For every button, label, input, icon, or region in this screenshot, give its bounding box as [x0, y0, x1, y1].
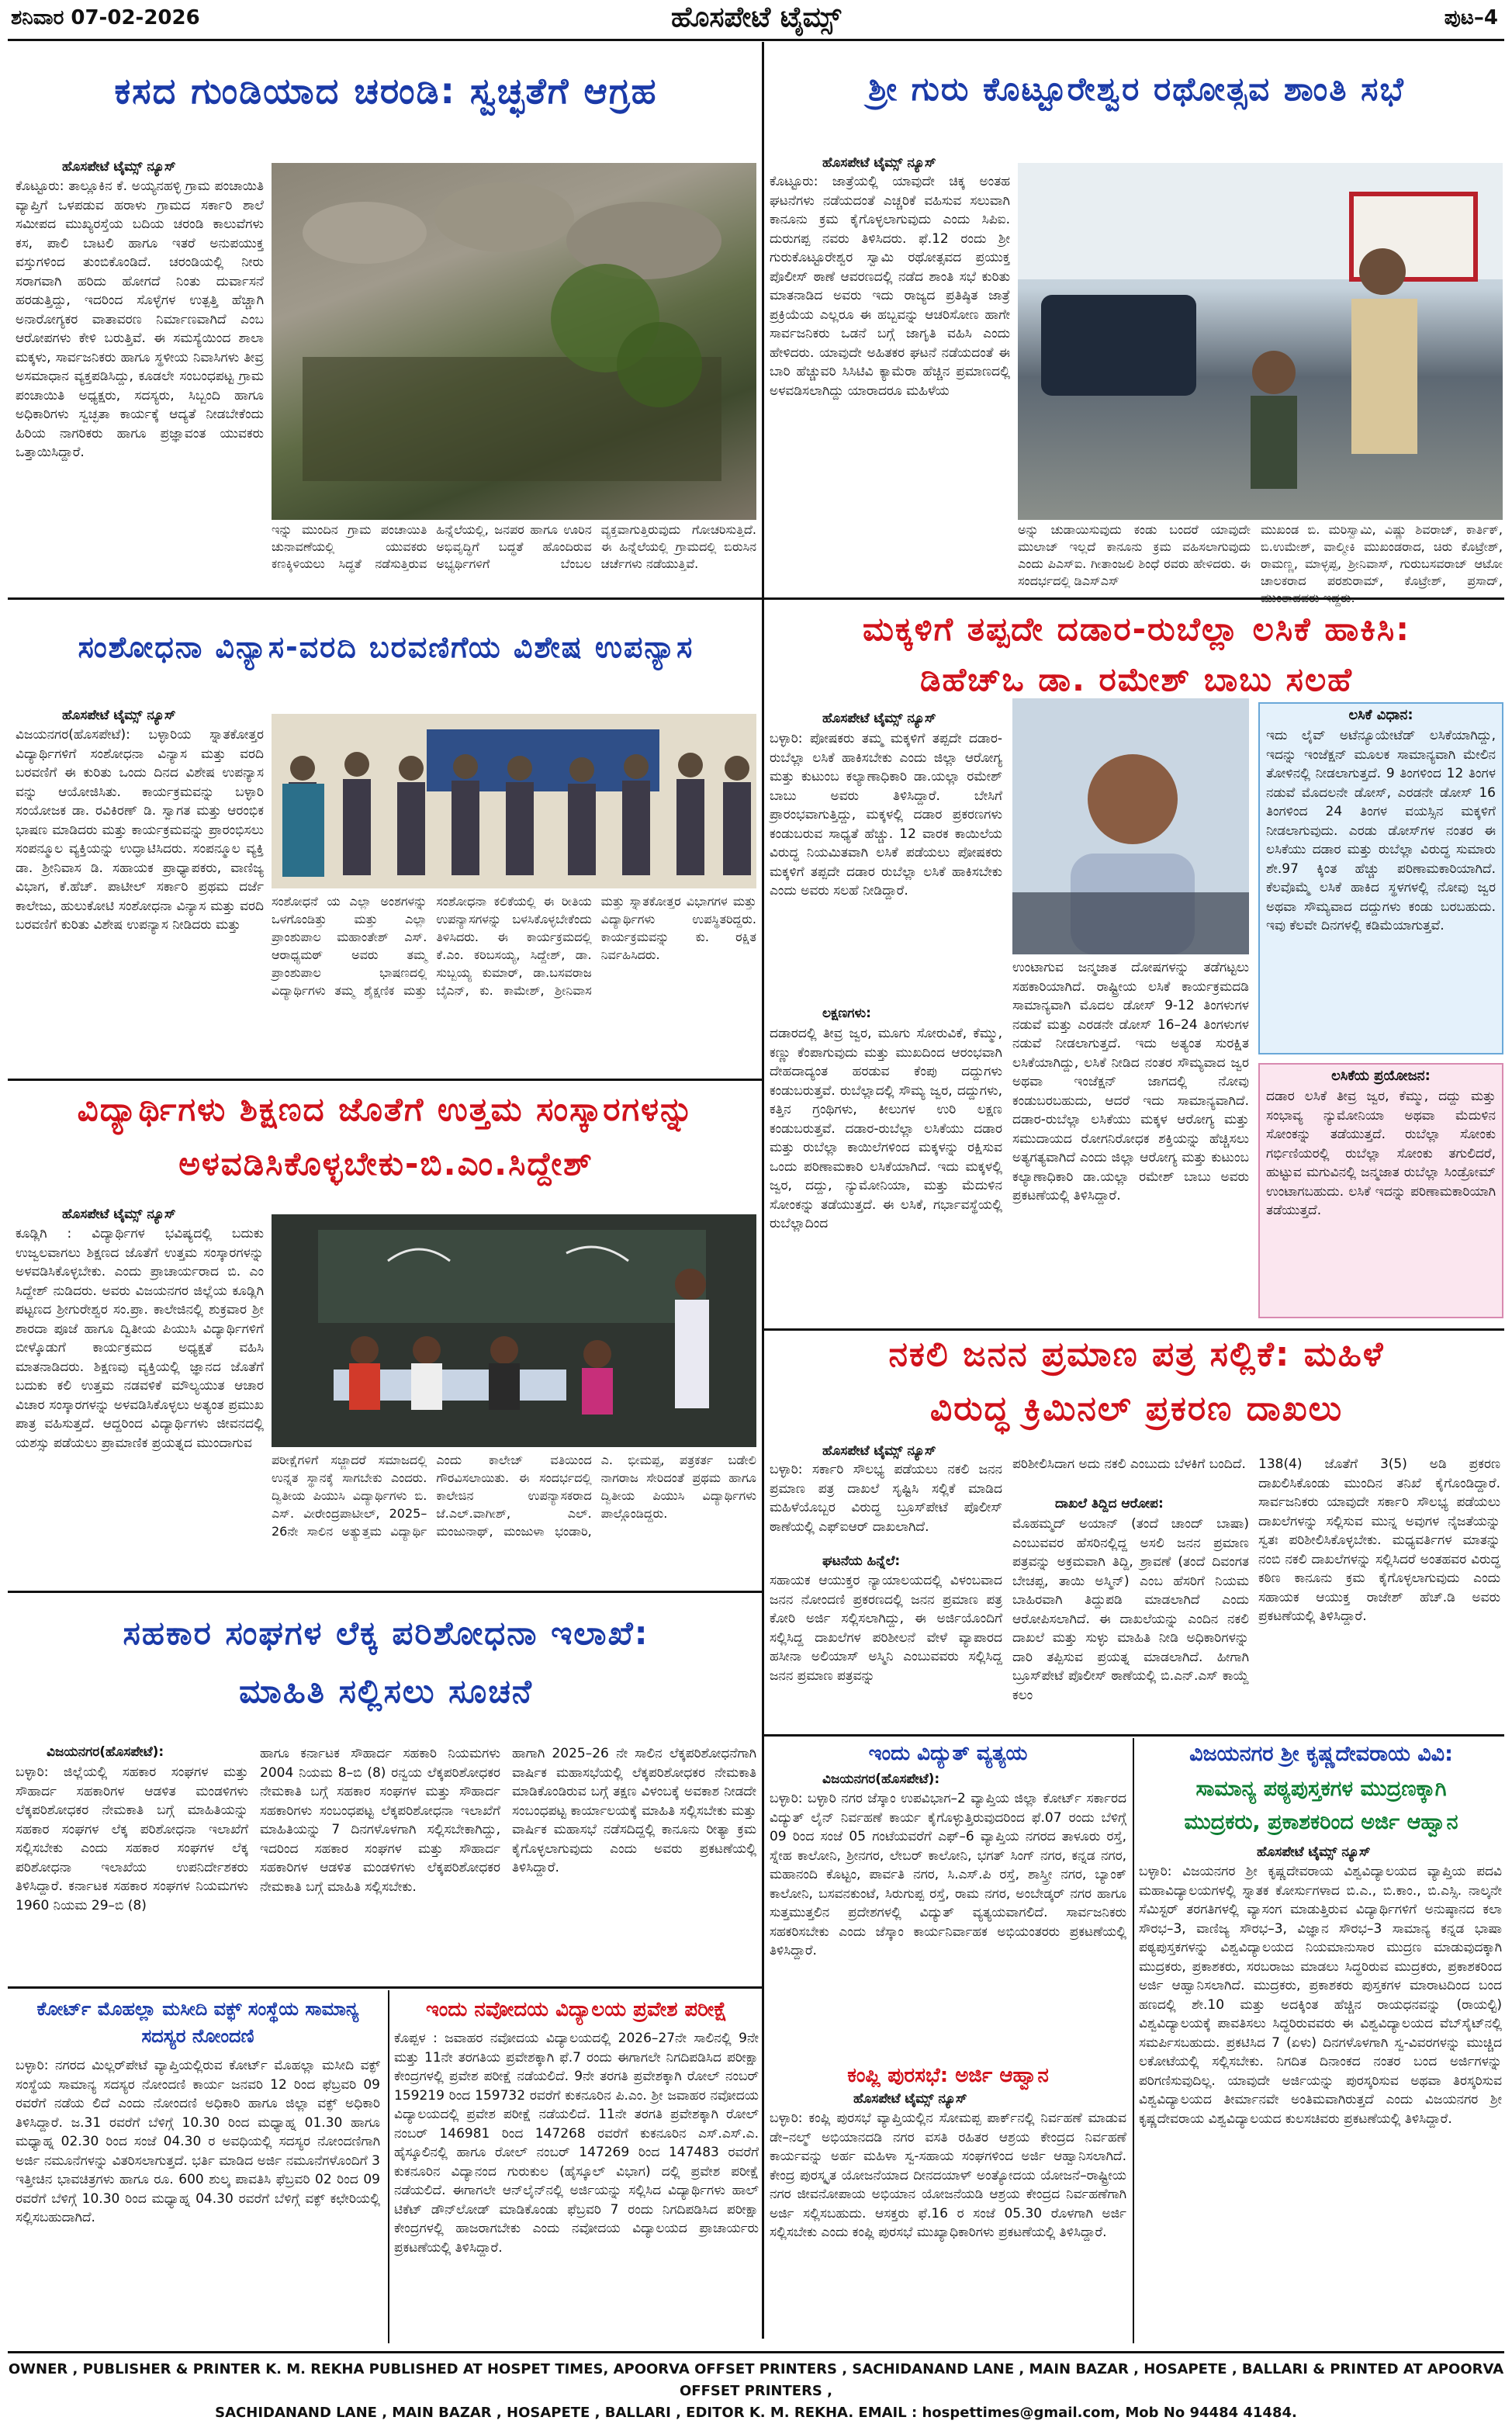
vaccine-method-box [1258, 702, 1503, 1054]
headline-kampli: ಕಂಪ್ಲಿ ಪುರಸಭೆ: ಅರ್ಜಿ ಆಹ್ವಾನ [847, 2064, 1049, 2087]
header-rule [8, 39, 1504, 41]
article-body-continued: ಸಂಶೋಧನೆ ಯ ಎಲ್ಲಾ ಅಂಶಗಳನ್ನು ಒಳಗೊಂಡಿತ್ತು ಮತ್ತು ಎಲ್ಲಾ ಪ್ರಾಂಶುಪಾಲ ಮಹಾಂತೇಶ್ ಎಸ್. ಆರಾಧ್ಯಮಠ್ ಅವರು ತಮ್ಮ ಪ್ರಾಂಶುಪಾಲ ಭಾಷಣದಲ್ಲಿ ವಿದ್ಯಾರ್ಥಿಗಳು ತಮ್ಮ ಶೈಕ್ಷಣಿಕ ಮತ್ತು ಸಂಶೋಧನಾ ಕಲಿಕೆಯಲ್ಲಿ ಈ ರೀತಿಯ ಉಪನ್ಯಾಸಗಳನ್ನು ಬಳಸಿಕೊಳ್ಳಬೇಕೆಂದು ತಿಳಿಸಿದರು. ಈ ಕಾರ್ಯಕ್ರಮದಲ್ಲಿ ಕೆ.ಎಂ. ಕರಿಬಸಯ್ಯ, ಸಿದ್ದೇಶ್, ಡಾ. ಸುಬ್ಬಯ್ಯ ಕುಮಾರ್, ಡಾ.ಬಸವರಾಜ ಬೈಎನ್, ಕು. ಕಾಮೇಶ್, ಶ್ರೀನಿವಾಸ ಮತ್ತು ಸ್ನಾತಕೋತ್ತರ ವಿಭಾಗಗಳ ಮತ್ತು ವಿದ್ಯಾರ್ಥಿಗಳು ಉಪಸ್ಥಿತರಿದ್ದರು. ಕಾರ್ಯಕ್ರಮವನ್ನು ಕು. ರಕ್ಷಿತ ನಿರ್ವಹಿಸಿದರು. [272, 894, 756, 998]
headline-power-cut: ಇಂದು ವಿದ್ಯುತ್ ವ್ಯತ್ಯಯ [868, 1742, 1028, 1765]
section-rule [764, 1734, 1504, 1737]
peace-meeting-photo-art [1018, 163, 1503, 520]
article-body: ಬಳ್ಳಾರಿ: ಪೋಷಕರು ತಮ್ಮ ಮಕ್ಕಳಿಗೆ ತಪ್ಪದೇ ದಡಾರ-ರುಬೆಲ್ಲಾ ಲಸಿಕೆ ಹಾಕಿಸಬೇಕು ಎಂದು ಜಿಲ್ಲಾ ಆರೋಗ್ಯ ಮತ್ತು ಕುಟುಂಬ ಕಲ್ಯಾಣಾಧಿಕಾರಿ ಡಾ.ಯಲ್ಲಾ ರಮೇಶ್ ಬಾಬು ಅವರು ತಿಳಿಸಿದ್ದಾರೆ. ಬೇಸಿಗೆ ಪ್ರಾರಂಭವಾಗುತ್ತಿದ್ದು, ಮಕ್ಕಳಲ್ಲಿ ದಡಾರ ಪ್ರಕರಣಗಳು ಕಂಡುಬರುವ ಸಾಧ್ಯತೆ ಹೆಚ್ಚು. 12 ವಾರಕ ಕಾಯಿಲೆಯ ವಿರುದ್ಧ ನಿಯಮಿತವಾಗಿ ಲಸಿಕೆ ಪಡೆಯಲು ಪೋಷಕರು ಮಕ್ಕಳಿಗೆ ತಪ್ಪದೇ ದಡಾರ ರುಬೆಲ್ಲಾ ಲಸಿಕೆ ಹಾಕಿಸಬೇಕು ಎಂದು ಅವರು ಸಲಹೆ ನೀಡಿದ್ದಾರೆ. [770, 731, 1002, 899]
headline-fake-certificate: ನಕಲಿ ಜನನ ಪ್ರಮಾಣ ಪತ್ರ ಸಲ್ಲಿಕೆ: ಮಹಿಳೆ [888, 1335, 1385, 1374]
imprint [0, 2359, 1512, 2424]
byline: ಹೊಸಪೇಟೆ ಟೈಮ್ಸ್ ನ್ಯೂಸ್ [822, 1443, 936, 1459]
college-event-photo [272, 1214, 756, 1447]
subhead-allegation: ದಾಖಲೆ ತಿದ್ದಿದ ಆರೋಪ: [1055, 1496, 1164, 1512]
college-event-photo-art [272, 1214, 756, 1447]
subhead-symptoms: ಲಕ್ಷಣಗಳು: [822, 1006, 871, 1021]
headline-cooperative-audit: ಸಹಕಾರ ಸಂಘಗಳ ಲೆಕ್ಕ ಪರಿಶೋಧನಾ ಇಲಾಖೆ: [123, 1614, 649, 1652]
article-body: ಕೊಟ್ಟೂರು: ಜಾತ್ರೆಯಲ್ಲಿ ಯಾವುದೇ ಚಿಕ್ಕ ಅಂತಹ ಘಟನೆಗಳು ನಡೆಯದಂತೆ ಎಚ್ಚರಿಕೆ ವಹಿಸುವ ಸಲುವಾಗಿ ಕಾನೂನು ಕ್ರಮ ಕೈಗೊಳ್ಳಲಾಗುವುದು ಎಂದು ಸಿಪಿಐ. ದುರುಗಪ್ಪ ನವರು ತಿಳಿಸಿದರು. ಫೆ.12 ರಂದು ಶ್ರೀ ಗುರುಕೊಟ್ಟೂರೇಶ್ವರ ಸ್ವಾಮಿ ರಥೋತ್ಸವದ ಪ್ರಯುಕ್ತ ಪೊಲೀಸ್ ಠಾಣೆ ಆವರಣದಲ್ಲಿ ನಡೆದ ಶಾಂತಿ ಸಭೆ ಕುರಿತು ಮಾತನಾಡಿದ ಅವರು ಇದು ರಾಜ್ಯದ ಪ್ರತಿಷ್ಠಿತ ಜಾತ್ರೆ ಪ್ರಕ್ರಿಯೆಯ ಎಲ್ಲರೂ ಈ ಹಬ್ಬವನ್ನು ಆಚರಿಸೋಣ ಹಾಗೇ ಸಾರ್ವಜನಿಕರು ಒಡನೆ ಬಗ್ಗೆ ಜಾಗೃತಿ ವಹಿಸಿ ಎಂದು ಹೇಳಿದರು. ಯಾವುದೇ ಅಹಿತಕರ ಘಟನೆ ನಡೆಯದಂತೆ ಈ ಬಾರಿ ಹೆಚ್ಚುವರಿ ಸಿಸಿಟಿವಿ ಕ್ಯಾಮೆರಾ ಹೆಚ್ಚಿನ ಪ್ರಮಾಣದಲ್ಲಿ ಅಳವಡಿಸಲಾಗಿದ್ದು ಯಾರಾದರೂ ಮಹಿಳೆಯ [770, 174, 1010, 399]
article-body: ಬಳ್ಳಾರಿ: ನಗರದ ಮಿಲ್ಲರ್‌ಪೇಟೆ ವ್ಯಾಪ್ತಿಯಲ್ಲಿರುವ ಕೋರ್ಟ್ ಮೊಹಲ್ಲಾ ಮಸೀದಿ ವಕ್ಫ್ ಸಂಸ್ಥೆಯ ಸಾಮಾನ್ಯ ಸದಸ್ಯರ ನೋಂದಣಿ ಕಾರ್ಯ ಜನವರಿ 12 ರಿಂದ ಫೆಬ್ರವರಿ 09 ರವರೆಗೆ ನಡೆಯ ಲಿದೆ ಎಂದು ನೋಂದಣಿ ಅಧಿಕಾರಿ ಹಾಗೂ ಜಿಲ್ಲಾ ವಕ್ಫ್ ಅಧಿಕಾರಿ ತಿಳಿಸಿದ್ದಾರೆ. ಜ.31 ರವರೆಗೆ ಬೆಳಿಗ್ಗೆ 10.30 ರಿಂದ ಮಧ್ಯಾಹ್ನ 01.30 ಹಾಗೂ ಮಧ್ಯಾಹ್ನ 02.30 ರಿಂದ ಸಂಜೆ 04.30 ರ ಅವಧಿಯಲ್ಲಿ ಸದಸ್ಯರ ನೋಂದಣಿಗಾಗಿ ಅರ್ಜಿ ನಮೂನೆಗಳನ್ನು ವಿತರಿಸಲಾಗುತ್ತದೆ. ಭರ್ತಿ ಮಾಡಿದ ಅರ್ಜಿ ನಮೂನೆಗಳೊಂದಿಗೆ 3 ಇತ್ತೀಚಿನ ಭಾವಚಿತ್ರಗಳು ಹಾಗೂ ರೂ. 600 ಶುಲ್ಕ ಪಾವತಿಸಿ ಫೆಬ್ರವರಿ 02 ರಿಂದ 09 ರವರೆಗೆ ಬೆಳಿಗ್ಗೆ 10.30 ರಿಂದ ಮಧ್ಯಾಹ್ನ 04.30 ರವರೆಗೆ ಬೆಳಿಗ್ಗೆ ವಕ್ಫ್ ಕಛೇರಿಯಲ್ಲಿ ಸಲ್ಲಿಸಬಹುದಾಗಿದೆ. [16, 2058, 380, 2225]
article-body: ಹಾಗಾಗಿ 2025–26 ನೇ ಸಾಲಿನ ಲೆಕ್ಕಪರಿಶೋಧನೆಗಾಗಿ ವಾರ್ಷಿಕ ಮಹಾಸಭೆಯಲ್ಲಿ ಲೆಕ್ಕಪರಿಶೋಧಕರ ನೇಮಕಾತಿ ಮಾಡಿಕೊಂಡಿರುವ ಬಗ್ಗೆ ತಕ್ಷಣ ವಿಳಂಬಕ್ಕೆ ಅವಕಾಶ ನೀಡದೇ ಸಂಬಂಧಪಟ್ಟ ಕಾರ್ಯಾಲಯಕ್ಕೆ ಮಾಹಿತಿ ಸಲ್ಲಿಸಬೇಕು ಮತ್ತು ವಾರ್ಷಿಕ ಮಹಾಸಭೆ ನಡೆಸದಿದ್ದಲ್ಲಿ ಕಾನೂನು ರೀತ್ಯಾ ಕ್ರಮ ಕೈಗೊಳ್ಳಲಾಗುವುದು ಎಂದು ಅವರು ಪ್ರಕಟಣೆಯಲ್ಲಿ ತಿಳಿಸಿದ್ದಾರೆ. [512, 1746, 756, 1875]
headline-drain: ಕಸದ ಗುಂಡಿಯಾದ ಚರಂಡಿ: ಸ್ವಚ್ಛತೆಗೆ ಆಗ್ರಹ [114, 70, 658, 112]
article-body-continued: ಪರೀಕ್ಷೆಗಳಿಗೆ ಸಜ್ಜಾದರೆ ಸಮಾಜದಲ್ಲಿ ಉನ್ನತ ಸ್ಥಾನಕ್ಕೆ ಸಾಗಬೇಕು ಎಂದರು. ದ್ವಿತೀಯ ಪಿಯುಸಿ ವಿದ್ಯಾರ್ಥಿಗಳು ಬಿ. ಎಸ್. ವೀರೇಂದ್ರಪಾಟೀಲ್, 2025–26ನೇ ಸಾಲಿನ ಅತ್ಯುತ್ತಮ ವಿದ್ಯಾರ್ಥಿ ಎಂದು ಕಾಲೇಜ್ ವತಿಯಿಂದ ಗೌರವಿಸಲಾಯಿತು. ಈ ಸಂದರ್ಭದಲ್ಲಿ ಕಾಲೇಜಿನ ಉಪನ್ಯಾಸಕರಾದ ಜೆ.ಎಲ್.ವಾಗೀಶ್, ಎಲ್. ಮಂಜುನಾಥ್, ಮಂಜುಳಾ ಭಂಡಾರಿ, ಎ. ಭೀಮಪ್ಪ, ಪತ್ರಕರ್ತ ಬಡೇಲಿ ನಾಗರಾಜ ಸೇರಿದಂತೆ ಪ್ರಥಮ ಹಾಗೂ ದ್ವಿತೀಯ ಪಿಯುಸಿ ವಿದ್ಯಾರ್ಥಿಗಳು ಪಾಲ್ಗೊಂಡಿದ್ದರು. [272, 1453, 756, 1539]
headline-university-sub2: ಮುದ್ರಕರು, ಪ್ರಕಾಶಕರಿಂದ ಅರ್ಜಿ ಆಹ್ವಾನ [1184, 1810, 1458, 1834]
issue-date: ಶನಿವಾರ 07-02-2026 [11, 6, 200, 29]
box-body: ಇದು ಲೈವ್ ಅಟೆನ್ಯೂಯೇಟೆಡ್ ಲಸಿಕೆಯಾಗಿದ್ದು, ಇದನ್ನು ಇಂಜೆಕ್ಷನ್ ಮೂಲಕ ಸಾಮಾನ್ಯವಾಗಿ ಮೇಲಿನ ತೋಳಿನಲ್ಲಿ ನೀಡಲಾಗುತ್ತದೆ. 9 ತಿಂಗಳಿಂದ 12 ತಿಂಗಳ ನಡುವೆ ಮೊದಲನೇ ಡೋಸ್, ಎರಡನೇ ಡೋಸ್ 16 ತಿಂಗಳಿಂದ 24 ತಿಂಗಳ ವಯಸ್ಸಿನ ಮಕ್ಕಳಿಗೆ ನೀಡಲಾಗುವುದು. ಎರಡು ಡೋಸ್‌ಗಳ ನಂತರ ಈ ಲಸಿಕೆಯು ದಡಾರ ಮತ್ತು ರುಬೆಲ್ಲಾ ವಿರುದ್ಧ ಸುಮಾರು ಶೇ.97 ಕ್ಕಿಂತ ಹೆಚ್ಚು ಪರಿಣಾಮಕಾರಿಯಾಗಿದೆ. ಕೆಲವೊಮ್ಮೆ ಲಸಿಕೆ ಹಾಕಿದ ಸ್ಥಳಗಳಲ್ಲಿ ನೋವು ಜ್ವರ ಅಥವಾ ಸೌಮ್ಯವಾದ ದದ್ದುಗಳು ಕಂಡು ಬರಬಹುದು. ಇವು ಕೆಲವೇ ದಿನಗಳಲ್ಲಿ ಕಡಿಮೆಯಾಗುತ್ತವೆ. [1266, 728, 1496, 933]
headline-waqf: ಕೋರ್ಟ್ ಮೊಹಲ್ಲಾ ಮಸೀದಿ ವಕ್ಫ್ ಸಂಸ್ಥೆಯ ಸಾಮಾನ್ಯ [36, 1998, 359, 2020]
headline-vaccine-sub: ಡಿಹೆಚ್‌ಒ ಡಾ. ರಮೇಶ್ ಬಾಬು ಸಲಹೆ [920, 660, 1353, 698]
article-body-continued: ಇನ್ನು ಮುಂದಿನ ಗ್ರಾಮ ಪಂಚಾಯಿತಿ ಚುನಾವಣೆಯಲ್ಲಿ ಯುವಕರು ಕಣಕ್ಕಿಳಿಯಲು ಸಿದ್ಧತೆ ನಡೆಸುತ್ತಿರುವ ಹಿನ್ನೆಲೆಯಲ್ಲಿ, ಜನಪರ ಹಾಗೂ ಊರಿನ ಅಭಿವೃದ್ಧಿಗೆ ಬದ್ಧತೆ ಹೊಂದಿರುವ ಅಭ್ಯರ್ಥಿಗಳಿಗೆ ಬೆಂಬಲ ವ್ಯಕ್ತವಾಗುತ್ತಿರುವುದು ಗೋಚರಿಸುತ್ತಿದೆ. ಈ ಹಿನ್ನೆಲೆಯಲ್ಲಿ ಗ್ರಾಮದಲ್ಲಿ ಬಿರುಸಿನ ಚರ್ಚೆಗಳು ನಡೆಯುತ್ತಿವೆ. [272, 522, 756, 571]
article-body: ಕೂಡ್ಲಿಗಿ : ವಿದ್ಯಾರ್ಥಿಗಳ ಭವಿಷ್ಯದಲ್ಲಿ ಬದುಕು ಉಜ್ವಲವಾಗಲು ಶಿಕ್ಷಣದ ಜೊತೆಗೆ ಉತ್ತಮ ಸಂಸ್ಕಾರಗಳನ್ನು ಅಳವಡಿಸಿಕೊಳ್ಳಬೇಕು. ಎಂದು ಪ್ರಾಚಾರ್ಯರಾದ ಬಿ. ಎಂ ಸಿದ್ದೇಶ್ ನುಡಿದರು. ಅವರು ವಿಜಯನಗರ ಜಿಲ್ಲೆಯ ಕೂಡ್ಲಿಗಿ ಪಟ್ಟಣದ ಶ್ರೀಗುರೇಶ್ವರ ಸಂ.ಪ್ರಾ. ಕಾಲೇಜಿನಲ್ಲಿ ಶುಕ್ರವಾರ ಶ್ರೀ ಶಾರದಾ ಪೂಜೆ ಹಾಗೂ ದ್ವಿತೀಯ ಪಿಯುಸಿ ವಿದ್ಯಾರ್ಥಿಗಳಿಗೆ ಬೀಳ್ಕೊಡುಗೆ ಕಾರ್ಯಕ್ರಮದ ಅಧ್ಯಕ್ಷತೆ ವಹಿಸಿ ಮಾತನಾಡಿದರು. ಶಿಕ್ಷಣವು ವ್ಯಕ್ತಿಯಲ್ಲಿ ಜ್ಞಾನದ ಜೊತೆಗೆ ಬದುಕು ಕಲಿ ಉತ್ತಮ ನಡವಳಿಕೆ ಮೌಲ್ಯಯುತ ಆಚಾರ ವಿಚಾರ ಸಂಸ್ಕಾರಗಳನ್ನು ಅಳವಡಿಸಿಕೊಳ್ಳಲು ಅತ್ಯಂತ ಪ್ರಮುಖ ಪಾತ್ರ ವಹಿಸುತ್ತದೆ. ಆದ್ದರಿಂದ ವಿದ್ಯಾರ್ಥಿಗಳು ಜೀವನದಲ್ಲಿ ಯಶಸ್ಸು ಪಡೆಯಲು ಪ್ರಾಮಾಣಿಕ ಪ್ರಯತ್ನದ ಮುಂದಾಗುವ [16, 1226, 264, 1451]
article-body: ಕೊಟ್ಟೂರು: ತಾಲ್ಲೂಕಿನ ಕೆ. ಅಯ್ಯನಹಳ್ಳಿ ಗ್ರಾಮ ಪಂಚಾಯಿತಿ ವ್ಯಾಪ್ತಿಗೆ ಒಳಪಡುವ ಹರಾಳು ಗ್ರಾಮದ ಸರ್ಕಾರಿ ಶಾಲೆ ಸಮೀಪದ ಮುಖ್ಯರಸ್ತೆಯ ಬದಿಯ ಚರಂಡಿ ಕಾಲುವೆಗಳು ಕಸ, ಪಾಲಿ ಬಾಟಲಿ ಹಾಗೂ ಇತರೆ ಅನುಪಯುಕ್ತ ವಸ್ತುಗಳಿಂದ ತುಂಬಿಕೊಂಡಿದೆ. ಚರಂಡಿಯಲ್ಲಿ ನೀರು ಸರಾಗವಾಗಿ ಹರಿದು ಹೋಗದೆ ನಿಂತು ದುರ್ವಾಸನೆ ಹರಡುತ್ತಿದ್ದು, ಇದರಿಂದ ಸೊಳ್ಳೆಗಳ ಉತ್ಪತ್ತಿ ಹೆಚ್ಚಾಗಿ ಅನಾರೋಗ್ಯಕರ ವಾತಾವರಣ ನಿರ್ಮಾಣವಾಗಿದೆ ಎಂಬ ಆರೋಪಗಳು ಕೇಳಿ ಬರುತ್ತಿವೆ. ಈ ಸಮಸ್ಯೆಯಿಂದ ಶಾಲಾ ಮಕ್ಕಳು, ಸಾರ್ವಜನಿಕರು ಹಾಗೂ ಸ್ಥಳೀಯ ನಿವಾಸಿಗಳು ತೀವ್ರ ಅಸಮಾಧಾನ ವ್ಯಕ್ತಪಡಿಸಿದ್ದು, ಕೂಡಲೇ ಸಂಬಂಧಪಟ್ಟ ಗ್ರಾಮ ಪಂಚಾಯಿತಿ ಅಧ್ಯಕ್ಷರು, ಸದಸ್ಯರು, ಸಿಬ್ಬಂದಿ ಹಾಗೂ ಅಧಿಕಾರಿಗಳು ಸ್ವಚ್ಛತಾ ಕಾರ್ಯಕ್ಕೆ ಆದ್ಯತೆ ನೀಡಬೇಕೆಂದು ಹಿರಿಯ ನಾಗರಿಕರು ಹಾಗೂ ಪ್ರಜ್ಞಾವಂತ ಯುವಕರು ಒತ್ತಾಯಿಸಿದ್ದಾರೆ. [16, 178, 264, 460]
byline: ಹೊಸಪೇಟೆ ಟೈಮ್ಸ್ ನ್ಯೂಸ್ [62, 708, 176, 723]
column-divider-small [388, 1990, 389, 2343]
article-body: ಬಳ್ಳಾರಿ: ಜಿಲ್ಲೆಯಲ್ಲಿ ಸಹಕಾರ ಸಂಘಗಳ ಮತ್ತು ಸೌಹಾರ್ದ ಸಹಕಾರಿಗಳ ಆಡಳಿತ ಮಂಡಳಿಗಳು ಲೆಕ್ಕಪರಿಶೋಧಕರ ನೇಮಕಾತಿ ಬಗ್ಗೆ ಮಾಹಿತಿಯನ್ನು ಸಹಕಾರ ಸಂಘಗಳ ಲೆಕ್ಕ ಪರಿಶೋಧನಾ ಇಲಾಖೆಗೆ ಸಲ್ಲಿಸಬೇಕು ಎಂದು ಸಹಕಾರ ಸಂಘಗಳ ಲೆಕ್ಕ ಪರಿಶೋಧನಾ ಇಲಾಖೆಯ ಉಪನಿರ್ದೇಶಕರು ತಿಳಿಸಿದ್ದಾರೆ. ಕರ್ನಾಟಕ ಸಹಕಾರ ಸಂಘಗಳ ನಿಯಮಗಳು 1960 ನಿಯಮ 29–ಬಿ (8) [16, 1764, 248, 1913]
article-body: ಬಳ್ಳಾರಿ: ಸರ್ಕಾರಿ ಸೌಲಭ್ಯ ಪಡೆಯಲು ನಕಲಿ ಜನನ ಪ್ರಮಾಣ ಪತ್ರ ದಾಖಲೆ ಸೃಷ್ಟಿಸಿ ಸಲ್ಲಿಕೆ ಮಾಡಿದ ಮಹಿಳೆಯೊಬ್ಬರ ವಿರುದ್ಧ ಬ್ರೂಸ್‌ಪೇಟೆ ಪೊಲೀಸ್ ಠಾಣೆಯಲ್ಲಿ ಎಫ್‌ಐಆರ್ ದಾಖಲಾಗಿದೆ. [770, 1462, 1002, 1535]
article-body: ಬಳ್ಳಾರಿ: ಕಂಪ್ಲಿ ಪುರಸಭೆ ವ್ಯಾಪ್ತಿಯಲ್ಲಿನ ಸೋಮಪ್ಪ ಪಾರ್ಕ್‌ನಲ್ಲಿ ನಿರ್ವಹಣೆ ಮಾಡುವ ಡೇ–ನಲ್ಮ್ ಅಭಿಯಾನದಡಿ ನಗರ ವಸತಿ ರಹಿತರ ಆಶ್ರಯ ಕೇಂದ್ರದ ನಿರ್ವಹಣೆ ಕಾರ್ಯವನ್ನು ಅರ್ಹ ಮಹಿಳಾ ಸ್ವ-ಸಹಾಯ ಸಂಘಗಳಿಂದ ಅರ್ಜಿ ಆಹ್ವಾನಿಸಲಾಗಿದೆ. ಕೇಂದ್ರ ಪುರಸ್ಕೃತ ಯೋಜನೆಯಾದ ದೀನದಯಾಳ್ ಅಂತ್ಯೋದಯ ಯೋಜನೆ–ರಾಷ್ಟ್ರೀಯ ನಗರ ಜೀವನೋಪಾಯ ಅಭಿಯಾನ ಯೋಜನೆಯಡಿ ಆಶ್ರಯ ಕೇಂದ್ರದ ನಿರ್ವಹಣೆಗಾಗಿ ಅರ್ಜಿ ಸಲ್ಲಿಸಬಹುದು. ಆಸಕ್ತರು ಫೆ.16 ರ ಸಂಜೆ 05.30 ರೊಳಗಾಗಿ ಅರ್ಜಿ ಸಲ್ಲಿಸಬೇಕು ಎಂದು ಕಂಪ್ಲಿ ಪುರಸಭೆ ಮುಖ್ಯಾಧಿಕಾರಿಗಳು ಪ್ರಕಟಣೆಯಲ್ಲಿ ತಿಳಿಸಿದ್ದಾರೆ. [770, 2111, 1126, 2240]
section-rule [764, 597, 1504, 600]
article-body: ಸಹಾಯಕ ಆಯುಕ್ತರ ನ್ಯಾಯಾಲಯದಲ್ಲಿ ವಿಳಂಬವಾದ ಜನನ ನೋಂದಣಿ ಪ್ರಕರಣದಲ್ಲಿ ಜನನ ಪ್ರಮಾಣ ಪತ್ರ ಕೋರಿ ಅರ್ಜಿ ಸಲ್ಲಿಸಲಾಗಿದ್ದು, ಈ ಅರ್ಜಿಯೊಂದಿಗೆ ಸಲ್ಲಿಸಿದ್ದ ದಾಖಲೆಗಳ ಪರಿಶೀಲನೆ ವೇಳೆ ವ್ಯಾಪಾರದ ಹಸೀನಾ ಅಲಿಯಾಸ್ ಅಸ್ಮಿನಿ ಎಂಬುವವರು ಸಲ್ಲಿಸಿದ್ದ ಜನನ ಪ್ರಮಾಣ ಪತ್ರವನ್ನು [770, 1573, 1002, 1684]
page-number: ಪುಟ–4 [1444, 6, 1498, 29]
section-rule [8, 1079, 762, 1081]
article-body: ಮೊಹಮ್ಮದ್ ಅಯಾನ್ (ತಂದೆ ಚಾಂದ್ ಬಾಷಾ) ಎಂಬುವವರ ಹೆಸರಿನಲ್ಲಿದ್ದ ಅಸಲಿ ಜನನ ಪ್ರಮಾಣ ಪತ್ರವನ್ನು ಅಕ್ರಮವಾಗಿ ತಿದ್ದಿ, ಶ್ರಾವಣೆ (ತಂದೆ ದಿವಂಗತ ಬೇಚಪ್ಪ, ತಾಯಿ ಅಸ್ಮಿನ್) ಎಂಬ ಹೆಸರಿಗೆ ನಿಯಮ ಬಾಹಿರವಾಗಿ ತಿದ್ದುಪಡಿ ಮಾಡಲಾಗಿದೆ ಎಂದು ಆರೋಪಿಸಲಾಗಿದೆ. ಈ ದಾಖಲೆಯನ್ನು ಎಂದಿನ ನಕಲಿ ದಾಖಲೆ ಮತ್ತು ಸುಳ್ಳು ಮಾಹಿತಿ ನೀಡಿ ಅಧಿಕಾರಿಗಳನ್ನು ದಾರಿ ತಪ್ಪಿಸುವ ಪ್ರಯತ್ನ ಮಾಡಲಾಗಿದೆ. ಹೀಗಾಗಿ ಬ್ರೂಸ್‌ಪೇಟೆ ಪೊಲೀಸ್ ಠಾಣೆಯಲ್ಲಿ ಬಿ.ಎನ್.ಎಸ್ ಕಾಯ್ದೆ ಕಲಂ [1012, 1516, 1249, 1703]
lecture-group-photo [272, 714, 756, 888]
byline: ವಿಜಯನಗರ(ಹೊಸಪೇಟೆ): [822, 1771, 940, 1787]
vaccine-benefit-box [1258, 1063, 1503, 1318]
headline-cooperative-audit-sub: ಮಾಹಿತಿ ಸಲ್ಲಿಸಲು ಸೂಚನೆ [239, 1672, 533, 1710]
byline: ಹೊಸಪೇಟೆ ಟೈಮ್ಸ್ ನ್ಯೂಸ್ [62, 159, 176, 175]
headline-students-sub: ಅಳವಡಿಸಿಕೊಳ್ಳಬೇಕು-ಬಿ.ಎಂ.ಸಿದ್ದೇಶ್ [178, 1144, 593, 1183]
lecture-group-photo-art [272, 714, 756, 888]
article-body: ದಡಾರದಲ್ಲಿ ತೀವ್ರ ಜ್ವರ, ಮೂಗು ಸೋರುವಿಕೆ, ಕೆಮ್ಮು, ಕಣ್ಣು ಕೆಂಪಾಗುವುದು ಮತ್ತು ಮುಖದಿಂದ ಆರಂಭವಾಗಿ ದೇಹದಾದ್ಯಂತ ಹರಡುವ ಕೆಂಪು ದದ್ದುಗಳು ಕಂಡುಬರುತ್ತವೆ. ರುಬೆಲ್ಲಾದಲ್ಲಿ ಸೌಮ್ಯ ಜ್ವರ, ದದ್ದುಗಳು, ಕತ್ತಿನ ಗ್ರಂಥಿಗಳು, ಕೀಲುಗಳ ಉರಿ ಲಕ್ಷಣ ಕಂಡುಬರುತ್ತವೆ. ದಡಾರ-ರುಬೆಲ್ಲಾ ಲಸಿಕೆಯು ದಡಾರ ಮತ್ತು ರುಬೆಲ್ಲಾ ಕಾಯಿಲೆಗಳಿಂದ ಮಕ್ಕಳನ್ನು ರಕ್ಷಿಸುವ ಒಂದು ಪರಿಣಾಮಕಾರಿ ಲಸಿಕೆಯಾಗಿದೆ. ಇದು ಮಕ್ಕಳಲ್ಲಿ ಜ್ವರ, ದದ್ದು, ನ್ಯುಮೋನಿಯಾ, ಮತ್ತು ಮೆದುಳಿನ ಸೋಂಕನ್ನು ತಡೆಯುತ್ತದೆ. ಈ ಲಸಿಕೆ, ಗರ್ಭಾವಸ್ಥೆಯಲ್ಲಿ ರುಬೆಲ್ಲಾದಿಂದ [770, 1026, 1002, 1231]
byline: ವಿಜಯನಗರ(ಹೊಸಪೇಟೆ): [47, 1744, 164, 1760]
article-body: ಪರಿಶೀಲಿಸಿದಾಗ ಅದು ನಕಲಿ ಎಂಬುದು ಬೆಳಕಿಗೆ ಬಂದಿದೆ. [1012, 1456, 1246, 1472]
footer-rule [8, 2351, 1504, 2353]
byline: ಹೊಸಪೇಟೆ ಟೈಮ್ಸ್ ನ್ಯೂಸ್ [853, 2091, 967, 2107]
dho-portrait-art [1012, 698, 1249, 954]
dho-portrait [1012, 698, 1249, 954]
article-body: ಬಳ್ಳಾರಿ: ಬಳ್ಳಾರಿ ನಗರ ಜೆಸ್ಕಾಂ ಉಪವಿಭಾಗ–2 ವ್ಯಾಪ್ತಿಯ ಜಿಲ್ಲಾ ಕೋರ್ಟ್ ಸರ್ಕಾರದ ವಿದ್ಯುತ್ ಲೈನ್ ನಿರ್ವಹಣೆ ಕಾರ್ಯ ಕೈಗೊಳ್ಳುತ್ತಿರುವುದರಿಂದ ಫೆ.07 ರಂದು ಬೆಳಿಗ್ಗೆ 09 ರಿಂದ ಸಂಜೆ 05 ಗಂಟೆಯವರೆಗೆ ಎಫ್–6 ವ್ಯಾಪ್ತಿಯ ನಗರದ ತಾಳೂರು ರಸ್ತೆ, ಸ್ನೇಹ ಕಾಲೋನಿ, ಶ್ರೀನಗರ, ಲೇಬರ್ ಕಾಲೋನಿ, ಭಗತ್ ಸಿಂಗ್ ನಗರ, ಕನ್ನಡ ನಗರ, ಮಹಾನಂದಿ ಕೊಟ್ಟಂ, ಪಾರ್ವತಿ ನಗರ, ಸಿ.ಎಸ್.ಪಿ ರಸ್ತೆ, ಶಾಸ್ತ್ರೀ ನಗರ, ಬ್ಯಾಂಕ್ ಕಾಲೋನಿ, ಬಸವನಕುಂಟೆ, ಸಿರುಗುಪ್ಪ ರಸ್ತೆ, ರಾಮ ನಗರ, ಅಂಬೇಡ್ಕರ್ ನಗರ ಹಾಗೂ ಸುತ್ತಮುತ್ತಲಿನ ಪ್ರದೇಶಗಳಲ್ಲಿ ವಿದ್ಯುತ್ ವ್ಯತ್ಯಯವಾಗಲಿದೆ. ಸಾರ್ವಜನಿಕರು ಸಹಕರಿಸಬೇಕು ಎಂದು ಜೆಸ್ಕಾಂ ಕಾರ್ಯನಿರ್ವಾಹಕ ಅಭಿಯಂತರರು ಪ್ರಕಟಣೆಯಲ್ಲಿ ತಿಳಿಸಿದ್ದಾರೆ. [770, 1791, 1126, 1958]
article-body: ವಿಜಯನಗರ(ಹೊಸಪೇಟೆ): ಬಳ್ಳಾರಿಯ ಸ್ನಾತಕೋತ್ತರ ವಿದ್ಯಾರ್ಥಿಗಳಿಗೆ ಸಂಶೋಧನಾ ವಿನ್ಯಾಸ ಮತ್ತು ವರದಿ ಬರವಣಿಗೆ ಈ ಕುರಿತು ಒಂದು ದಿನದ ವಿಶೇಷ ಉಪನ್ಯಾಸ ವನ್ನು ಆಯೋಜಿಸಿತು. ಕಾರ್ಯಕ್ರಮವನ್ನು ಬಳ್ಳಾರಿ ಸಂಯೋಜಕ ಡಾ. ರವಿಕಿರಣ್ ಡಿ. ಸ್ವಾಗತ ಮತ್ತು ಆರಂಭಿಕ ಭಾಷಣ ಮಾಡಿದರು ಮತ್ತು ಕಾರ್ಯಕ್ರಮವನ್ನು ಪ್ರಾರಂಭಿಸಲು ಸಂಪನ್ಮೂಲ ವ್ಯಕ್ತಿಯನ್ನು ಉದ್ಘಾಟಿಸಿದರು. ಸಂಪನ್ಮೂಲ ವ್ಯಕ್ತಿ ಡಾ. ಶ್ರೀನಿವಾಸ ಡಿ. ಸಹಾಯಕ ಪ್ರಾಧ್ಯಾಪಕರು, ವಾಣಿಜ್ಯ ವಿಭಾಗ, ಕೆ.ಹೆಚ್. ಪಾಟೀಲ್ ಸರ್ಕಾರಿ ಪ್ರಥಮ ದರ್ಜೆ ಕಾಲೇಜು, ಹುಲುಕೋಟಿ ಸಂಶೋಧನಾ ವಿನ್ಯಾಸ ಮತ್ತು ವರದಿ ಬರವಣಿಗೆ ಕುರಿತು ವಿಶೇಷ ಉಪನ್ಯಾಸ ನೀಡಿದರು ಮತ್ತು [16, 727, 264, 933]
headline-navodaya: ಇಂದು ನವೋದಯ ವಿದ್ಯಾಲಯ ಪ್ರವೇಶ ಪರೀಕ್ಷೆ [425, 1998, 728, 2021]
article-body: 138(4) ಜೊತೆಗೆ 3(5) ಅಡಿ ಪ್ರಕರಣ ದಾಖಲಿಸಿಕೊಂಡು ಮುಂದಿನ ತನಿಖೆ ಕೈಗೊಂಡಿದ್ದಾರೆ. ಸಾರ್ವಜನಿಕರು ಯಾವುದೇ ಸರ್ಕಾರಿ ಸೌಲಭ್ಯ ಪಡೆಯಲು ದಾಖಲೆಗಳನ್ನು ಸಲ್ಲಿಸುವ ಮುನ್ನ ಅವುಗಳ ನೈಜತೆಯನ್ನು ಸ್ವತಃ ಪರಿಶೀಲಿಸಿಕೊಳ್ಳಬೇಕು. ಮಧ್ಯವರ್ತಿಗಳ ಮಾತನ್ನು ನಂಬಿ ನಕಲಿ ದಾಖಲೆಗಳನ್ನು ಸಲ್ಲಿಸಿದರೆ ಅಂತಹವರ ವಿರುದ್ಧ ಕಠಿಣ ಕಾನೂನು ಕ್ರಮ ಕೈಗೊಳ್ಳಲಾಗುವುದು ಎಂದು ಸಹಾಯಕ ಆಯುಕ್ತ ರಾಜೇಶ್ ಹೆಚ್.ಡಿ ಅವರು ಪ್ರಕಟಣೆಯಲ್ಲಿ ತಿಳಿಸಿದ್ದಾರೆ. [1258, 1456, 1500, 1624]
headline-fake-certificate-sub: ವಿರುದ್ಧ ಕ್ರಿಮಿನಲ್ ಪ್ರಕರಣ ದಾಖಲು [929, 1389, 1344, 1428]
section-rule [8, 597, 762, 600]
section-rule [764, 1328, 1504, 1331]
headline-vaccine: ಮಕ್ಕಳಿಗೆ ತಪ್ಪದೇ ದಡಾರ-ರುಬೆಲ್ಲಾ ಲಸಿಕೆ ಹಾಕಿಸಿ: [862, 610, 1411, 648]
headline-peace-meeting: ಶ್ರೀ ಗುರು ಕೊಟ್ಟೂರೇಶ್ವರ ರಥೋತ್ಸವ ಶಾಂತಿ ಸಭೆ [868, 70, 1405, 108]
section-rule [8, 1986, 762, 1989]
peace-meeting-photo [1018, 163, 1503, 520]
section-rule [8, 1591, 762, 1593]
imprint-line-2: SACHIDANAND LANE , MAIN BAZAR , HOSAPETE , BALLARI , EDITOR K. M. REKHA. EMAIL : hospettimes@gmail.com, Mob No 94484 41484. [215, 2405, 1297, 2421]
column-divider-small [1133, 1738, 1134, 2343]
article-body: ಉಂಟಾಗುವ ಜನ್ಮಜಾತ ದೋಷಗಳನ್ನು ತಡೆಗಟ್ಟಲು ಸಹಕಾರಿಯಾಗಿದೆ. ರಾಷ್ಟ್ರೀಯ ಲಸಿಕೆ ಕಾರ್ಯಕ್ರಮದಡಿ ಸಾಮಾನ್ಯವಾಗಿ ಮೊದಲ ಡೋಸ್ 9-12 ತಿಂಗಳುಗಳ ನಡುವೆ ಮತ್ತು ಎರಡನೇ ಡೋಸ್ 16–24 ತಿಂಗಳುಗಳ ನಡುವೆ ನೀಡಲಾಗುತ್ತದೆ. ಇದು ಅತ್ಯಂತ ಸುರಕ್ಷಿತ ಲಸಿಕೆಯಾಗಿದ್ದು, ಲಸಿಕೆ ನೀಡಿದ ನಂತರ ಸೌಮ್ಯವಾದ ಜ್ವರ ಅಥವಾ ಇಂಜೆಕ್ಷನ್ ಜಾಗದಲ್ಲಿ ನೋವು ಕಂಡುಬರಬಹುದು, ಆದರೆ ಇದು ಸಾಮಾನ್ಯವಾಗಿದೆ. ದಡಾರ-ರುಬೆಲ್ಲಾ ಲಸಿಕೆಯು ಮಕ್ಕಳ ಆರೋಗ್ಯ ಮತ್ತು ಸಮುದಾಯದ ರೋಗನಿರೋಧಕ ಶಕ್ತಿಯನ್ನು ಹೆಚ್ಚಿಸಲು ಅತ್ಯಗತ್ಯವಾಗಿದೆ ಎಂದು ಜಿಲ್ಲಾ ಆರೋಗ್ಯ ಮತ್ತು ಕುಟುಂಬ ಕಲ್ಯಾಣಾಧಿಕಾರಿ ಡಾ.ಯಲ್ಲಾ ರಮೇಶ್ ಬಾಬು ಅವರು ಪ್ರಕಟಣೆಯಲ್ಲಿ ತಿಳಿಸಿದ್ದಾರೆ. [1012, 960, 1249, 1203]
byline: ಹೊಸಪೇಟೆ ಟೈಮ್ಸ್ ನ್ಯೂಸ್ [822, 155, 936, 171]
headline-waqf-sub: ಸದಸ್ಯರ ನೋಂದಣಿ [141, 2025, 254, 2047]
byline: ಹೊಸಪೇಟೆ ಟೈಮ್ಸ್ ನ್ಯೂಸ್ [822, 711, 936, 726]
article-body: ಕೊಪ್ಪಳ : ಜವಾಹರ ನವೋದಯ ವಿದ್ಯಾಲಯದಲ್ಲಿ 2026–27ನೇ ಸಾಲಿನಲ್ಲಿ 9ನೇ ಮತ್ತು 11ನೇ ತರಗತಿಯ ಪ್ರವೇಶಕ್ಕಾಗಿ ಫೆ.7 ರಂದು ಈಗಾಗಲೇ ನಿಗದಿಪಡಿಸಿದ ಪರೀಕ್ಷಾ ಕೇಂದ್ರಗಳಲ್ಲಿ ಪ್ರವೇಶ ಪರೀಕ್ಷೆ ನಡೆಯಲಿದೆ. 9ನೇ ತರಗತಿ ಪ್ರವೇಶಕ್ಕಾಗಿ ರೋಲ್ ನಂಬರ್ 159219 ರಿಂದ 159732 ರವರೆಗೆ ಕುಕನೂರಿನ ಪಿ.ಎಂ. ಶ್ರೀ ಜವಾಹರ ನವೋದಯ ವಿದ್ಯಾಲಯದಲ್ಲಿ ಪ್ರವೇಶ ಪರೀಕ್ಷೆ ನಡೆಯಲಿದೆ. 11ನೇ ತರಗತಿ ಪ್ರವೇಶಕ್ಕಾಗಿ ರೋಲ್ ನಂಬರ್ 146981 ರಿಂದ 147268 ರವರೆಗೆ ಕುಕನೂರಿನ ಎಸ್.ಎಸ್.ಎ. ಹೈಸ್ಕೂಲಿನಲ್ಲಿ ಹಾಗೂ ರೋಲ್ ನಂಬರ್ 147269 ರಿಂದ 147483 ರವರೆಗೆ ಕುಕನೂರಿನ ವಿದ್ಯಾನಂದ ಗುರುಕುಲ (ಹೈಸ್ಕೂಲ್ ವಿಭಾಗ) ದಲ್ಲಿ ಪ್ರವೇಶ ಪರೀಕ್ಷೆ ನಡೆಯಲಿದೆ. ಈಗಾಗಲೇ ಆನ್‌ಲೈನ್‌ನಲ್ಲಿ ಅರ್ಜಿಯನ್ನು ಸಲ್ಲಿಸಿದ ವಿದ್ಯಾರ್ಥಿಗಳು ಹಾಲ್ ಟಿಕೆಟ್ ಡೌನ್‌ಲೋಡ್ ಮಾಡಿಕೊಂಡು ಫೆಬ್ರವರಿ 7 ರಂದು ನಿಗದಿಪಡಿಸಿದ ಪರೀಕ್ಷಾ ಕೇಂದ್ರಗಳಲ್ಲಿ ಹಾಜರಾಗಬೇಕು ಎಂದು ನವೋದಯ ವಿದ್ಯಾಲಯದ ಪ್ರಾಚಾರ್ಯರು ಪ್ರಕಟಣೆಯಲ್ಲಿ ತಿಳಿಸಿದ್ದಾರೆ. [394, 2031, 759, 2256]
headline-lecture: ಸಂಶೋಧನಾ ವಿನ್ಯಾಸ-ವರದಿ ಬರವಣಿಗೆಯ ವಿಶೇಷ ಉಪನ್ಯಾಸ [78, 630, 694, 664]
drain-photo-art [272, 163, 756, 520]
byline: ಹೊಸಪೇಟೆ ಟೈಮ್ಸ್ ನ್ಯೂಸ್ [1257, 1844, 1371, 1860]
box-heading: ಲಸಿಕೆಯ ಪ್ರಯೋಜನ: [1331, 1068, 1431, 1084]
byline: ಹೊಸಪೇಟೆ ಟೈಮ್ಸ್ ನ್ಯೂಸ್ [62, 1207, 176, 1222]
subhead-background: ಘಟನೆಯ ಹಿನ್ನೆಲೆ: [822, 1553, 901, 1569]
headline-university: ವಿಜಯನಗರ ಶ್ರೀ ಕೃಷ್ಣದೇವರಾಯ ವಿವಿ: [1189, 1742, 1453, 1766]
article-body: ಬಳ್ಳಾರಿ: ವಿಜಯನಗರ ಶ್ರೀ ಕೃಷ್ಣದೇವರಾಯ ವಿಶ್ವವಿದ್ಯಾಲಯದ ವ್ಯಾಪ್ತಿಯ ಪದವಿ ಮಹಾವಿದ್ಯಾಲಯಗಳಲ್ಲಿ ಸ್ನಾತಕ ಕೋರ್ಸುಗಳಾದ ಬಿ.ಎ., ಬಿ.ಕಾಂ., ಬಿ.ಎಸ್ಸಿ. ನಾಲ್ಕನೇ ಸೆಮಿಸ್ಟರ್ ತರಗತಿಗಳಲ್ಲಿ ವ್ಯಾಸಂಗ ಮಾಡುತ್ತಿರುವ ವಿದ್ಯಾರ್ಥಿಗಳಿಗೆ ಅನುಷ್ಠಾನದ ಕಲಾ ಸೌರಭ–3, ವಾಣಿಜ್ಯ ಸೌರಭ–3, ವಿಜ್ಞಾನ ಸೌರಭ–3 ಸಾಮಾನ್ಯ ಕನ್ನಡ ಭಾಷಾ ಪಠ್ಯಪುಸ್ತಕಗಳನ್ನು ವಿಶ್ವವಿದ್ಯಾಲಯದ ನಿಯಮಾನುಸಾರ ಮುದ್ರಣ ಮಾಡುವುದಕ್ಕಾಗಿ ಮುದ್ರಕರು, ಪ್ರಕಾಶಕರು, ಸರಬರಾಜು ಮಾಡಲು ಸಿದ್ಧರಿರುವ ಮುದ್ರಕರು, ಪ್ರಕಾಶಕರಿಂದ ಅರ್ಜಿ ಆಹ್ವಾನಿಸಲಾಗಿದೆ. ಮುದ್ರಕರು, ಪ್ರಕಾಶಕರು ಪುಸ್ತಕಗಳ ಮಾರಾಟದಿಂದ ಬಂದ ಹಣದಲ್ಲಿ ಶೇ.10 ಮತ್ತು ಅದಕ್ಕಿಂತ ಹೆಚ್ಚಿನ ರಾಯಧನವನ್ನು (ರಾಯಲ್ಟಿ) ವಿಶ್ವವಿದ್ಯಾಲಯಕ್ಕೆ ಪಾವತಿಸಲು ಸಿದ್ಧರಿರುವವರು ಈ ವಿಶ್ವವಿದ್ಯಾಲಯದ ವೆಬ್‌ಸೈಟ್‌ನಲ್ಲಿ ಸಮರ್ಪಿಸಬಹುದು. ಪ್ರಕಟಿಸಿದ 7 (ಏಳು) ದಿನಗಳೊಳಗಾಗಿ ಸ್ವ-ವಿವರಗಳನ್ನು ಮುಚ್ಚಿದ ಲಕೋಟೆಯಲ್ಲಿ ಸಲ್ಲಿಸಬೇಕು. ನಿಗದಿತ ದಿನಾಂಕದ ನಂತರ ಬಂದ ಅರ್ಜಿಗಳನ್ನು ಪರಿಗಣಿಸುವುದಿಲ್ಲ. ಯಾವುದೇ ಅರ್ಜಿಯನ್ನು ಪುರಸ್ಕರಿಸುವ ಅಥವಾ ತಿರಸ್ಕರಿಸುವ ವಿಶ್ವವಿದ್ಯಾಲಯದ ತೀರ್ಮಾನವೇ ಅಂತಿಮವಾಗಿರುತ್ತದೆ ಎಂದು ವಿಜಯನಗರ ಶ್ರೀ ಕೃಷ್ಣದೇವರಾಯ ವಿಶ್ವವಿದ್ಯಾಲಯದ ಕುಲಸಚಿವರು ಪ್ರಕಟಣೆಯಲ್ಲಿ ತಿಳಿಸಿದ್ದಾರೆ. [1139, 1864, 1502, 2127]
article-body-continued: ಮುಖಂಡ ಬಿ. ಮರಿಸ್ವಾಮಿ, ವಿಷ್ಣು ಶಿವರಾಜ್, ಕಾರ್ತಿಕ್, ಬಿ.ಉಮೇಶ್, ವಾಲ್ಮೀಕಿ ಮುಖಂಡರಾದ, ಚಿರು ಕೊಟ್ರೇಶ್, ರಾಮಣ್ಣ, ಮಾಳ್ಳಪ್ಪ, ಶ್ರೀನಿವಾಸ್, ಗುರುಬಸವರಾಜ್ ಆಟೋ ಚಾಲಕರಾದ ಪರಶುರಾಮ್, ಕೊಟ್ರೇಶ್, ಪ್ರಸಾದ್, [1261, 522, 1503, 588]
article-body-continued: ಅನ್ನು ಚುಡಾಯಿಸುವುದು ಕಂಡು ಬಂದರೆ ಯಾವುದೇ ಮುಲಾಜ್ ಇಲ್ಲದೆ ಕಾನೂನು ಕ್ರಮ ವಹಿಸಲಾಗುವುದು ಎಂದು ಪಿಎಸ್ಐ. ಗೀತಾಂಜಲಿ ಶಿಂಧೆ ರವರು ಹೇಳಿದರು. ಈ ಸಂದರ್ಭದಲ್ಲಿ ಡಿಎಸ್ಎಸ್ [1018, 522, 1251, 588]
drain-photo [272, 163, 756, 520]
imprint-line-1: OWNER , PUBLISHER & PRINTER K. M. REKHA PUBLISHED AT HOSPET TIMES, APOORVA OFFSET PRINTERS , SACHIDANAND LANE , MAIN BAZAR , HOSAPETE , BALLARI & PRINTED AT APOORVA OFFSET PRINTERS , [8, 2361, 1504, 2399]
box-body: ದಡಾರ ಲಸಿಕೆ ತೀವ್ರ ಜ್ವರ, ಕೆಮ್ಮು, ದದ್ದು ಮತ್ತು ಸಂಭಾವ್ಯ ನ್ಯುಮೋನಿಯಾ ಅಥವಾ ಮೆದುಳಿನ ಸೋಂಕನ್ನು ತಡೆಯುತ್ತದೆ. ರುಬೆಲ್ಲಾ ಸೋಂಕು ಗರ್ಭಿಣಿಯರಲ್ಲಿ ರುಬೆಲ್ಲಾ ಸೋಂಕು ತಗುಲಿದರೆ, ಹುಟ್ಟುವ ಮಗುವಿನಲ್ಲಿ ಜನ್ಮಜಾತ ರುಬೆಲ್ಲಾ ಸಿಂಡ್ರೋಮ್ ಉಂಟಾಗಬಹುದು. ಲಸಿಕೆ ಇದನ್ನು ಪರಿಣಾಮಕಾರಿಯಾಗಿ ತಡೆಯುತ್ತದೆ. [1266, 1089, 1496, 1218]
masthead: ಹೊಸಪೇಟೆ ಟೈಮ್ಸ್ [670, 2, 842, 33]
box-heading: ಲಸಿಕೆ ವಿಧಾನ: [1348, 707, 1413, 723]
article-body: ಹಾಗೂ ಕರ್ನಾಟಕ ಸೌಹಾರ್ದ ಸಹಕಾರಿ ನಿಯಮಗಳು 2004 ನಿಯಮ 8–ಬಿ (8) ರನ್ವಯ ಲೆಕ್ಕಪರಿಶೋಧಕರ ನೇಮಕಾತಿ ಬಗ್ಗೆ ಸಹಕಾರ ಸಂಘಗಳ ಮತ್ತು ಸೌಹಾರ್ದ ಸಹಕಾರಿಗಳು ಸಂಬಂಧಪಟ್ಟ ಲೆಕ್ಕಪರಿಶೋಧನಾ ಇಲಾಖೆಗೆ ಮಾಹಿತಿಯನ್ನು 7 ದಿನಗಳೊಳಗಾಗಿ ಸಲ್ಲಿಸಬೇಕಾಗಿದ್ದು, ಇದರಿಂದ ಸಹಕಾರ ಸಂಘಗಳ ಮತ್ತು ಸೌಹಾರ್ದ ಸಹಕಾರಿಗಳ ಆಡಳಿತ ಮಂಡಳಿಗಳು ಲೆಕ್ಕಪರಿಶೋಧಕರ ನೇಮಕಾತಿ ಬಗ್ಗೆ ಮಾಹಿತಿ ಸಲ್ಲಿಸಬೇಕು. [260, 1746, 500, 1895]
headline-students: ವಿದ್ಯಾರ್ಥಿಗಳು ಶಿಕ್ಷಣದ ಜೊತೆಗೆ ಉತ್ತಮ ಸಂಸ್ಕಾರಗಳನ್ನು [77, 1090, 695, 1128]
headline-university-sub1: ಸಾಮಾನ್ಯ ಪಠ್ಯಪುಸ್ತಕಗಳ ಮುದ್ರಣಕ್ಕಾಗಿ [1195, 1777, 1447, 1801]
column-divider [762, 42, 764, 2339]
